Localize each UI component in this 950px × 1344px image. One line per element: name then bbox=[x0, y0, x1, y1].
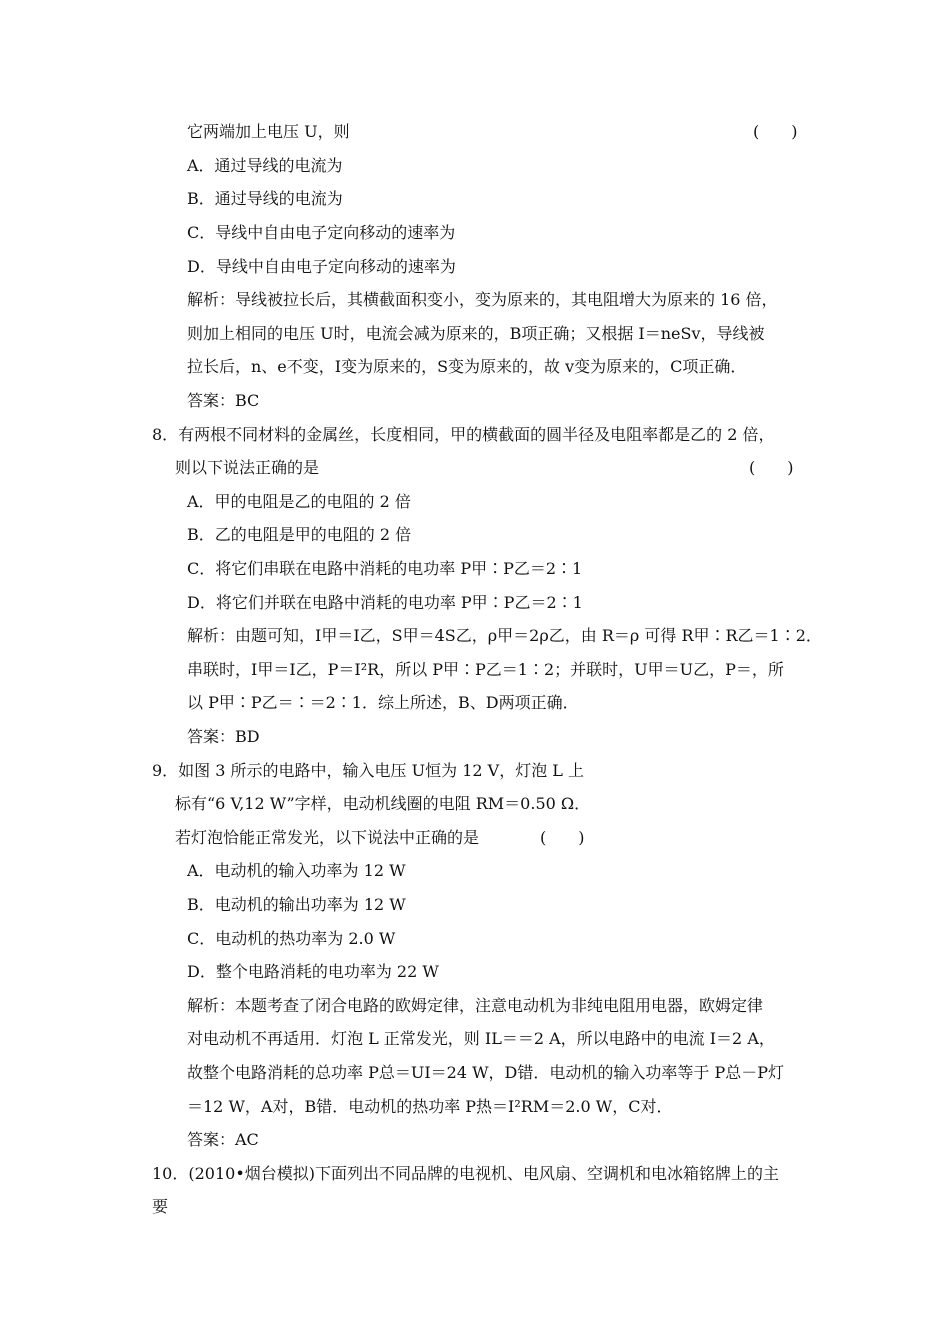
answer-line: 答案：BC bbox=[187, 391, 260, 410]
analysis-line: ＝12 W，A对，B错．电动机的热功率 P热＝I²RM＝2.0 W，C对． bbox=[187, 1097, 673, 1116]
option-c: C．电动机的热功率为 2.0 W bbox=[187, 929, 396, 948]
answer-line: 答案：AC bbox=[187, 1130, 259, 1149]
question-10-stem: 10．(2010•烟台模拟)下面列出不同品牌的电视机、电风扇、空调机和电冰箱铭牌上的主 bbox=[152, 1164, 780, 1183]
question-9-stem: 9．如图 3 所示的电路中，输入电压 U恒为 12 V，灯泡 L 上 bbox=[152, 761, 584, 780]
option-c: C．导线中自由电子定向移动的速率为 bbox=[187, 223, 456, 242]
option-a: A．电动机的输入功率为 12 W bbox=[187, 861, 406, 880]
analysis-line: 以 P甲∶P乙＝∶＝2∶1．综上所述，B、D两项正确． bbox=[187, 693, 579, 712]
answer-bracket: ( ) bbox=[749, 458, 794, 477]
answer-bracket: ( ) bbox=[540, 828, 585, 847]
analysis-line: 串联时，I甲＝I乙，P＝I²R，所以 P甲∶P乙＝1∶2；并联时，U甲＝U乙，P＝，所 bbox=[187, 660, 784, 679]
answer-bracket: ( ) bbox=[753, 122, 798, 141]
option-b: B．乙的电阻是甲的电阻的 2 倍 bbox=[187, 525, 412, 544]
analysis-line: 解析：导线被拉长后，其横截面积变小，变为原来的，其电阻增大为原来的 16 倍， bbox=[187, 290, 778, 309]
text-line: 标有“6 V,12 W”字样，电动机线圈的电阻 RM＝0.50 Ω． bbox=[175, 794, 591, 813]
question-8-stem: 8．有两根不同材料的金属丝，长度相同，甲的横截面的圆半径及电阻率都是乙的 2 倍， bbox=[152, 425, 775, 444]
option-a: A．通过导线的电流为 bbox=[187, 156, 343, 175]
option-d: D．整个电路消耗的电功率为 22 W bbox=[187, 962, 439, 981]
answer-line: 答案：BD bbox=[187, 727, 260, 746]
analysis-line: 则加上相同的电压 U时，电流会减为原来的，B项正确；又根据 I＝neSv，导线被 bbox=[187, 324, 765, 343]
analysis-line: 解析：由题可知，I甲＝I乙，S甲＝4S乙，ρ甲＝2ρ乙，由 R＝ρ 可得 R甲∶R乙＝1∶2． bbox=[187, 626, 822, 645]
analysis-line: 解析：本题考查了闭合电路的欧姆定律，注意电动机为非纯电阻用电器，欧姆定律 bbox=[187, 996, 764, 1015]
analysis-line: 对电动机不再适用．灯泡 L 正常发光，则 IL＝＝2 A，所以电路中的电流 I＝2 A， bbox=[187, 1029, 775, 1048]
text-line: 它两端加上电压 U，则 bbox=[187, 122, 350, 141]
option-a: A．甲的电阻是乙的电阻的 2 倍 bbox=[187, 492, 411, 511]
analysis-line: 拉长后，n、e不变，I变为原来的，S变为原来的，故 v变为原来的，C项正确． bbox=[187, 357, 747, 376]
analysis-line: 故整个电路消耗的总功率 P总＝UI＝24 W，D错．电动机的输入功率等于 P总－P灯 bbox=[187, 1063, 784, 1082]
text-line: 若灯泡恰能正常发光，以下说法中正确的是 bbox=[175, 828, 480, 847]
text-line: 要 bbox=[152, 1197, 169, 1216]
option-d: D．将它们并联在电路中消耗的电功率 P甲∶P乙＝2∶1 bbox=[187, 593, 583, 612]
option-d: D．导线中自由电子定向移动的速率为 bbox=[187, 257, 456, 276]
text-line: 则以下说法正确的是 bbox=[175, 458, 320, 477]
option-b: B．通过导线的电流为 bbox=[187, 189, 343, 208]
option-c: C．将它们串联在电路中消耗的电功率 P甲∶P乙＝2∶1 bbox=[187, 559, 583, 578]
option-b: B．电动机的输出功率为 12 W bbox=[187, 895, 406, 914]
